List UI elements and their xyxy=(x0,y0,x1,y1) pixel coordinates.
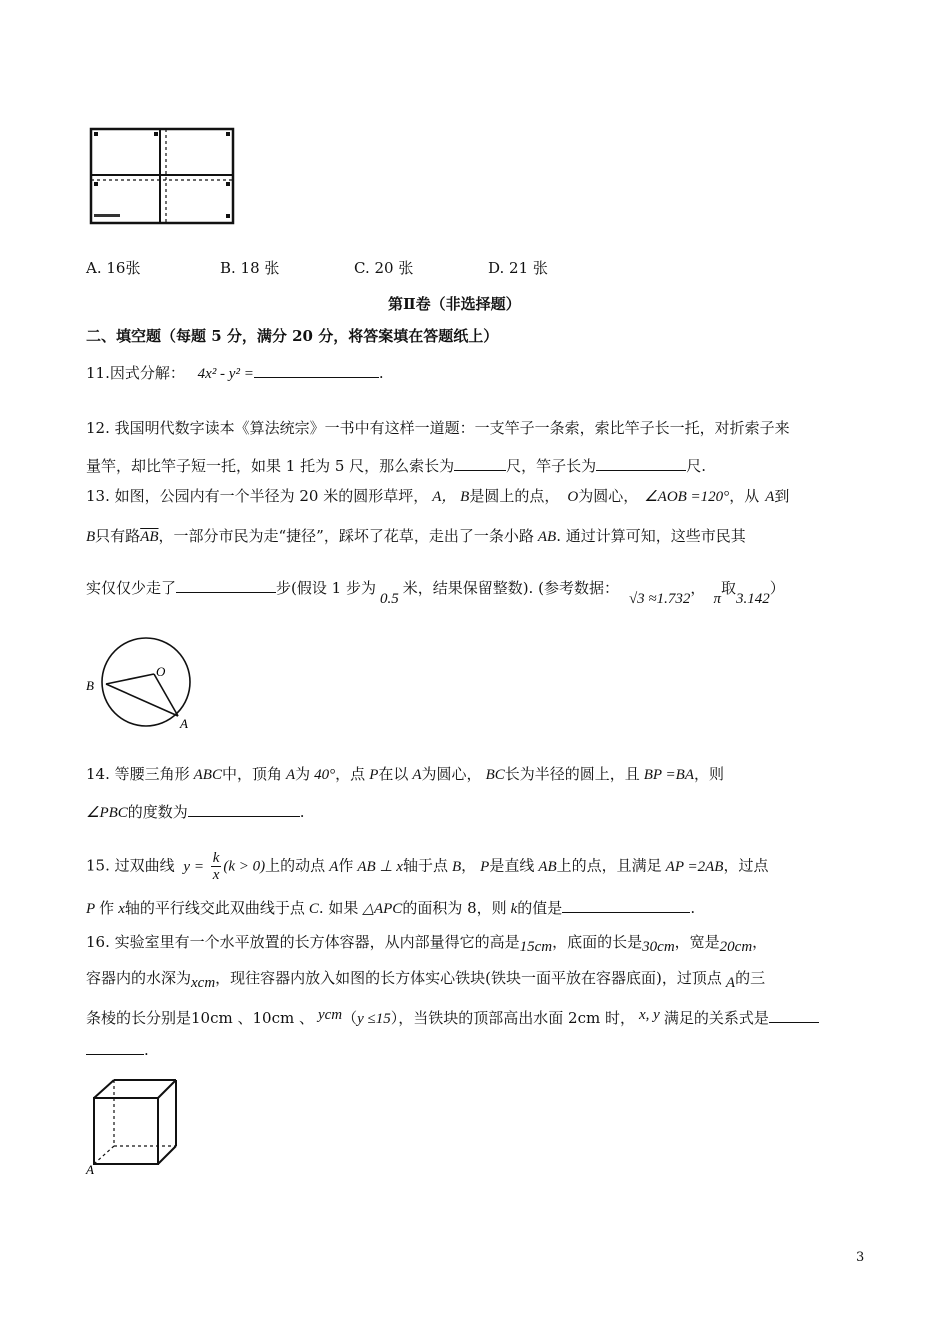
q16-line2: 容器内的水深为xcm，现往容器内放入如图的长方体实心铁块(铁块一面平放在容器底面)，过顶点 A的三 xyxy=(86,969,766,991)
q15-line2: P 作 x轴的平行线交此双曲线于点 C. 如果 △APC的面积为 8，则 k的值是 . xyxy=(86,899,696,917)
q13-fig-label-a: A xyxy=(180,716,188,731)
q10-option-c: C. 20 张 xyxy=(354,259,414,277)
section-title: 二、填空题（每题 5 分，满分 20 分，将答案填在答题纸上） xyxy=(86,327,499,345)
q12-line1: 12. 我国明代数字读本《算法统宗》一书中有这样一道题：一支竿子一条索，索比竿子长一托，对折索子来 xyxy=(86,419,790,437)
page-number: 3 xyxy=(856,1250,865,1265)
q13-line2: B只有路$\overline{AB}$，一部分市民为走“捷径”，踩坏了花草，走出了一条小路 AB. 通过计算可知，这些市民其 xyxy=(86,527,746,545)
q14-line2: ∠PBC的度数为 . xyxy=(86,803,305,821)
q10-option-b: B. 18 张 xyxy=(220,259,280,277)
q16-block-figure xyxy=(84,1076,194,1178)
q10-figure xyxy=(86,126,238,230)
q13-line1: 13. 如图，公园内有一个半径为 20 米的圆形草坪， A， B是圆上的点， O为圆心， ∠AOB =120°，从 A到 xyxy=(86,487,790,505)
q10-option-d: D. 21 张 xyxy=(488,259,548,277)
q14-line1: 14. 等腰三角形 ABC中，顶角 A为 40°，点 P在以 A为圆心， BC长为半径的圆上，且 BP =BA，则 xyxy=(86,765,725,783)
q13-circle-figure xyxy=(84,636,214,736)
q16-line3: 条棱的长分别是10cm 、10cm 、 ycm（y ≤15），当铁块的顶部高出水面 2cm 时， x, y 满足的关系式是 xyxy=(86,1008,819,1029)
q13-line3: 实仅仅少走了 步(假设 1 步为0.5米，结果保留整数). (参考数据：√3 ≈1.732，π取3.142） xyxy=(86,579,785,607)
q13-fig-label-o: O xyxy=(156,664,166,679)
q11-question: 11.因式分解： 4x² - y² = . xyxy=(86,364,384,382)
q16-line4: . xyxy=(86,1040,149,1060)
q12-line2: 量竿，却比竿子短一托，如果 1 托为 5 尺，那么索长为 尺，竿子长为 尺. xyxy=(86,457,706,475)
q15-line1: 15. 过双曲线 y = $\frac{k}{x}$ (k > 0)上的动点 A作 AB ⊥ x轴于点 B， P是直线 AB上的点，且满足 AP =2AB，过点 xyxy=(86,850,769,883)
part2-title: 第Ⅱ卷（非选择题） xyxy=(388,295,521,313)
q16-fig-label-a: A xyxy=(86,1162,94,1177)
q16-line1: 16. 实验室里有一个水平放置的长方体容器，从内部量得它的高是15cm，底面的长是30cm，宽是20cm， xyxy=(86,933,768,955)
q10-option-a: A. 16张 xyxy=(86,259,141,277)
q13-fig-label-b: B xyxy=(86,678,94,693)
